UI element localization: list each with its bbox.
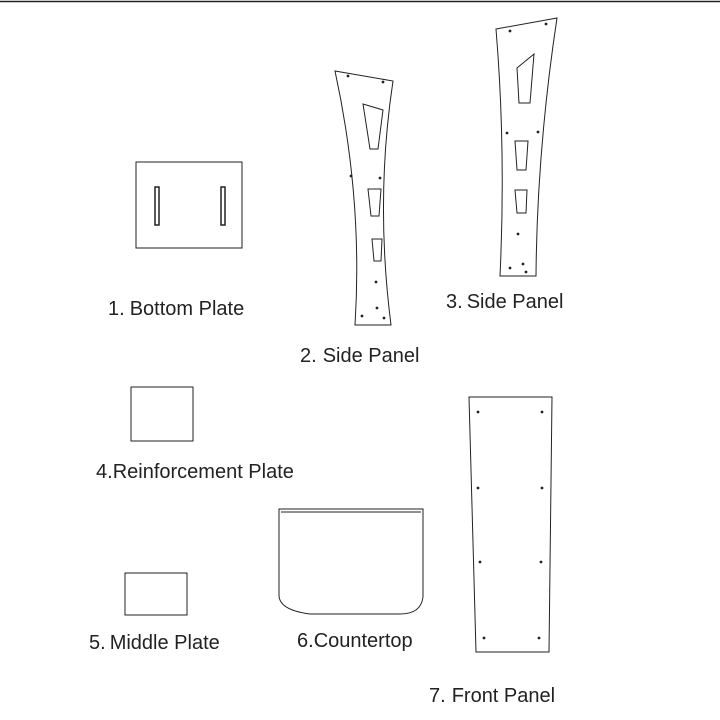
side-panel-3-outline bbox=[496, 18, 557, 276]
label-side-panel-3: 3. Side Panel bbox=[446, 291, 564, 313]
label-countertop: 6.Countertop bbox=[297, 630, 413, 652]
countertop-outline bbox=[279, 509, 423, 614]
bottom-plate-slot-right bbox=[221, 187, 225, 225]
side-panel-3-cutout-2 bbox=[515, 141, 528, 170]
part-front-panel bbox=[469, 397, 552, 652]
side-panel-2-cutout-3 bbox=[372, 239, 382, 261]
label-side-panel-2: 2. Side Panel bbox=[300, 345, 420, 367]
part-bottom-plate bbox=[136, 162, 242, 248]
front-panel-outline bbox=[469, 397, 552, 652]
label-reinforcement-plate: 4.Reinforcement Plate bbox=[96, 461, 294, 483]
side-panel-3-cutout-3 bbox=[515, 190, 527, 213]
part-middle-plate bbox=[125, 573, 187, 615]
part-countertop bbox=[279, 509, 423, 614]
label-middle-plate: 5. Middle Plate bbox=[89, 632, 220, 654]
part-reinforcement-plate bbox=[131, 387, 193, 441]
part-side-panel-3 bbox=[496, 18, 557, 276]
side-panel-2-cutout-1 bbox=[363, 104, 383, 149]
label-bottom-plate: 1. Bottom Plate bbox=[108, 298, 245, 320]
bottom-plate-outline bbox=[136, 162, 242, 248]
label-front-panel: 7. Front Panel bbox=[429, 685, 556, 707]
side-panel-2-holes bbox=[347, 75, 386, 320]
bottom-plate-slot-left bbox=[155, 187, 159, 225]
front-panel-holes bbox=[477, 411, 544, 640]
part-side-panel-2 bbox=[335, 71, 393, 325]
side-panel-2-cutout-2 bbox=[368, 189, 381, 216]
side-panel-3-cutout-1 bbox=[517, 54, 534, 103]
